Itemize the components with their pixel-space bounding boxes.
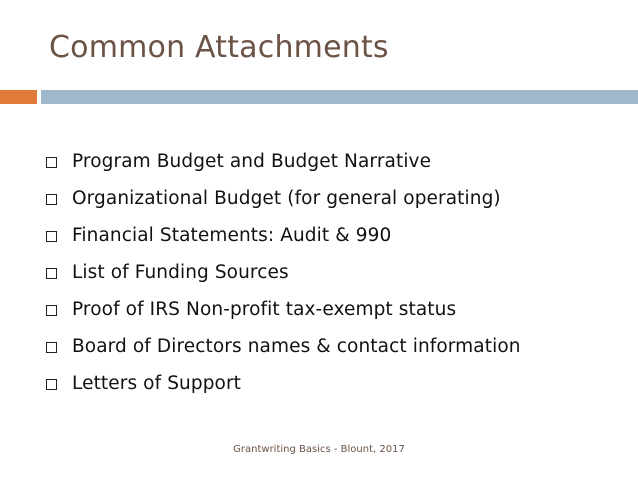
checkbox-icon	[46, 268, 57, 279]
title-accent-bar	[0, 90, 37, 104]
bullet-text: Proof of IRS Non-profit tax-exempt status	[72, 299, 457, 320]
checkbox-icon	[46, 194, 57, 205]
bullet-text: Board of Directors names & contact information	[72, 336, 521, 357]
title-rule-bar	[41, 90, 638, 104]
list-item	[46, 143, 521, 180]
checkbox-icon	[46, 157, 57, 168]
list-item	[46, 365, 521, 402]
slide-title: Common Attachments	[49, 30, 389, 65]
list-item	[46, 254, 521, 291]
list-item	[46, 291, 521, 328]
checkbox-icon	[46, 379, 57, 390]
bullet-list	[46, 143, 521, 402]
bullet-text: Program Budget and Budget Narrative	[72, 151, 432, 172]
bullet-text: Financial Statements: Audit & 990	[72, 225, 392, 246]
list-item	[46, 180, 521, 217]
checkbox-icon	[46, 305, 57, 316]
slide-footer: Grantwriting Basics - Blount, 2017	[233, 444, 405, 455]
bullet-text: List of Funding Sources	[72, 262, 289, 283]
list-item	[46, 217, 521, 254]
list-item	[46, 328, 521, 365]
bullet-text: Letters of Support	[72, 373, 242, 394]
checkbox-icon	[46, 342, 57, 353]
checkbox-icon	[46, 231, 57, 242]
bullet-text: Organizational Budget (for general operating)	[72, 188, 501, 209]
